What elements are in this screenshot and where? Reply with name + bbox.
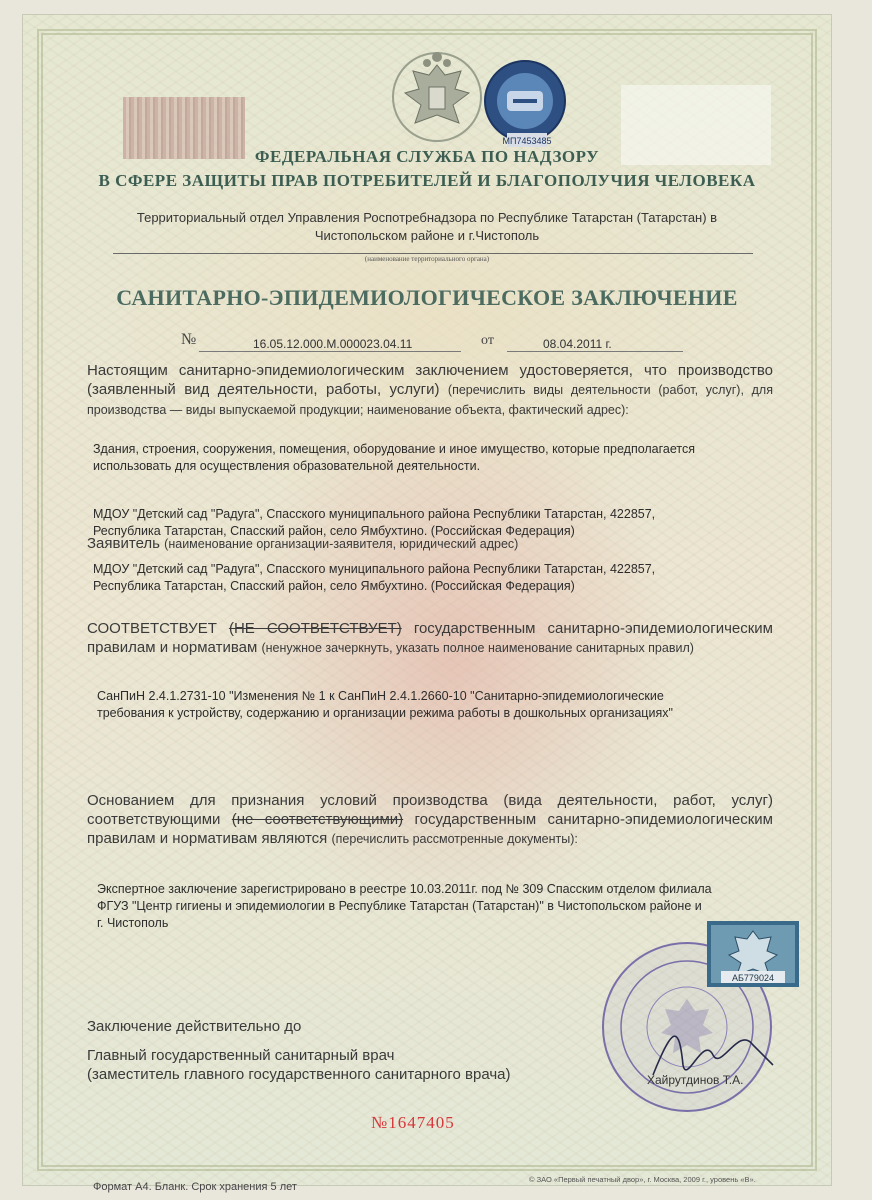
signatory-line2: (заместитель главного государственного санитарного врача) [87, 1066, 511, 1083]
footer-right: © ЗАО «Первый печатный двор», г. Москва, 2009 г., уровень «В». [529, 1175, 756, 1184]
date-underline [507, 351, 683, 352]
hologram2-number: АБ779024 [732, 973, 774, 983]
basis-line1: Экспертное заключение зарегистрировано в реестре 10.03.2011г. под № 309 Спасским отделом филиала [97, 882, 712, 896]
conformity-word: СООТВЕТСТВУЕТ [87, 620, 217, 637]
applicant-label: Заявитель [87, 535, 160, 552]
hologram-seal-icon [477, 55, 573, 151]
territorial-department [83, 209, 771, 245]
object-line2: Республика Татарстан, Спасский район, село Ямбухтино. (Российская Федерация) [93, 524, 575, 538]
department-line1: Территориальный отдел Управления Роспотребнадзора по Республике Татарстан (Татарстан) в [136, 210, 718, 225]
number-label: № [181, 331, 197, 348]
object-line1: МДОУ "Детский сад "Радуга", Спасского муниципального района Республики Татарстан, 422857, [93, 507, 656, 521]
basis-paragraph [87, 791, 773, 849]
activity-fill-line1: Здания, строения, сооружения, помещения, оборудование и иное имущество, которые предполагается [93, 442, 696, 456]
applicant-line2: Республика Татарстан, Спасский район, село Ямбухтино. (Российская Федерация) [93, 579, 575, 593]
activity-fill [93, 441, 793, 475]
department-underline [113, 253, 753, 254]
serial-number: №1647405 [371, 1113, 455, 1132]
basis-fill [97, 881, 797, 932]
activity-text: Настоящим санитарно-эпидемиологическим заключением удостоверяется, что производство (заявленный вид деятельности, работы, услуги) [87, 362, 773, 398]
activity-fill-line2: использовать для осуществления образовательной деятельности. [93, 459, 481, 473]
activity-hint: (перечислить виды деятельности (работ, услуг), для производства — виды выпускаемой продукции; наименование объекта, фактический адрес): [87, 383, 773, 417]
certificate-sheet [22, 14, 832, 1193]
agency-heading-line2: В СФЕРЕ ЗАЩИТЫ ПРАВ ПОТРЕБИТЕЛЕЙ И БЛАГОПОЛУЧИЯ ЧЕЛОВЕКА [98, 171, 756, 190]
applicant-paragraph [87, 534, 773, 554]
applicant-line1: МДОУ "Детский сад "Радуга", Спасского муниципального района Республики Татарстан, 422857, [93, 562, 656, 576]
basis-line2: ФГУЗ "Центр гигиены и эпидемиологии в Республике Татарстан (Татарстан)" в Чистопольском районе и [97, 899, 702, 913]
basis-line3: г. Чистополь [97, 916, 169, 930]
conformity-hint: (ненужное зачеркнуть, указать полное наименование санитарных правил) [261, 641, 694, 655]
hologram-eagle-icon [707, 921, 799, 987]
sanpin-line2: требования к устройству, содержанию и организации режима работы в дошкольных организациях" [97, 706, 673, 720]
signatory-name: Хайрутдинов Т.А. [647, 1073, 744, 1087]
date-value: 08.04.2011 г. [543, 337, 612, 351]
basis-text-before: Основанием для признания условий производства (вида деятельности, работ, услуг) соответствующими [87, 792, 773, 828]
activity-paragraph [87, 361, 773, 420]
basis-text-after: государственным санитарно-эпидемиологическим правилам и нормативам являются [87, 811, 773, 847]
applicant-hint: (наименование организации-заявителя, юридический адрес) [164, 537, 519, 551]
number-value: 16.05.12.000.М.000023.04.11 [253, 337, 413, 351]
validity-label: Заключение действительно до [87, 1018, 302, 1035]
double-headed-eagle-emblem-icon [389, 45, 485, 149]
conformity-paragraph [87, 619, 773, 658]
hologram-number: МП7453485 [502, 136, 552, 146]
sanpin-line1: СанПиН 2.4.1.2731-10 "Изменения № 1 к СанПиН 2.4.1.2660-10 "Санитарно-эпидемиологические [97, 689, 664, 703]
conformity-struck: (НЕ СООТВЕТСТВУЕТ) [228, 620, 402, 637]
agency-heading-line1: ФЕДЕРАЛЬНАЯ СЛУЖБА ПО НАДЗОРУ [254, 147, 600, 166]
department-line2: Чистопольском районе и г.Чистополь [314, 228, 540, 243]
sanpin-fill [97, 688, 797, 722]
applicant-fill [93, 561, 773, 595]
document-title: САНИТАРНО-ЭПИДЕМИОЛОГИЧЕСКОЕ ЗАКЛЮЧЕНИЕ [116, 285, 738, 310]
number-underline [199, 351, 461, 352]
basis-struck: (не соответствующими) [231, 811, 404, 828]
from-label: от [481, 333, 494, 348]
signatory-line1: Главный государственный санитарный врач [87, 1047, 395, 1064]
conformity-text: государственным санитарно-эпидемиологическим правилам и нормативам [87, 620, 773, 656]
footer-left: Формат А4. Бланк. Срок хранения 5 лет [93, 1181, 297, 1193]
basis-hint: (перечислить рассмотренные документы): [331, 832, 578, 846]
department-caption: (наименование территориального органа) [364, 255, 490, 263]
